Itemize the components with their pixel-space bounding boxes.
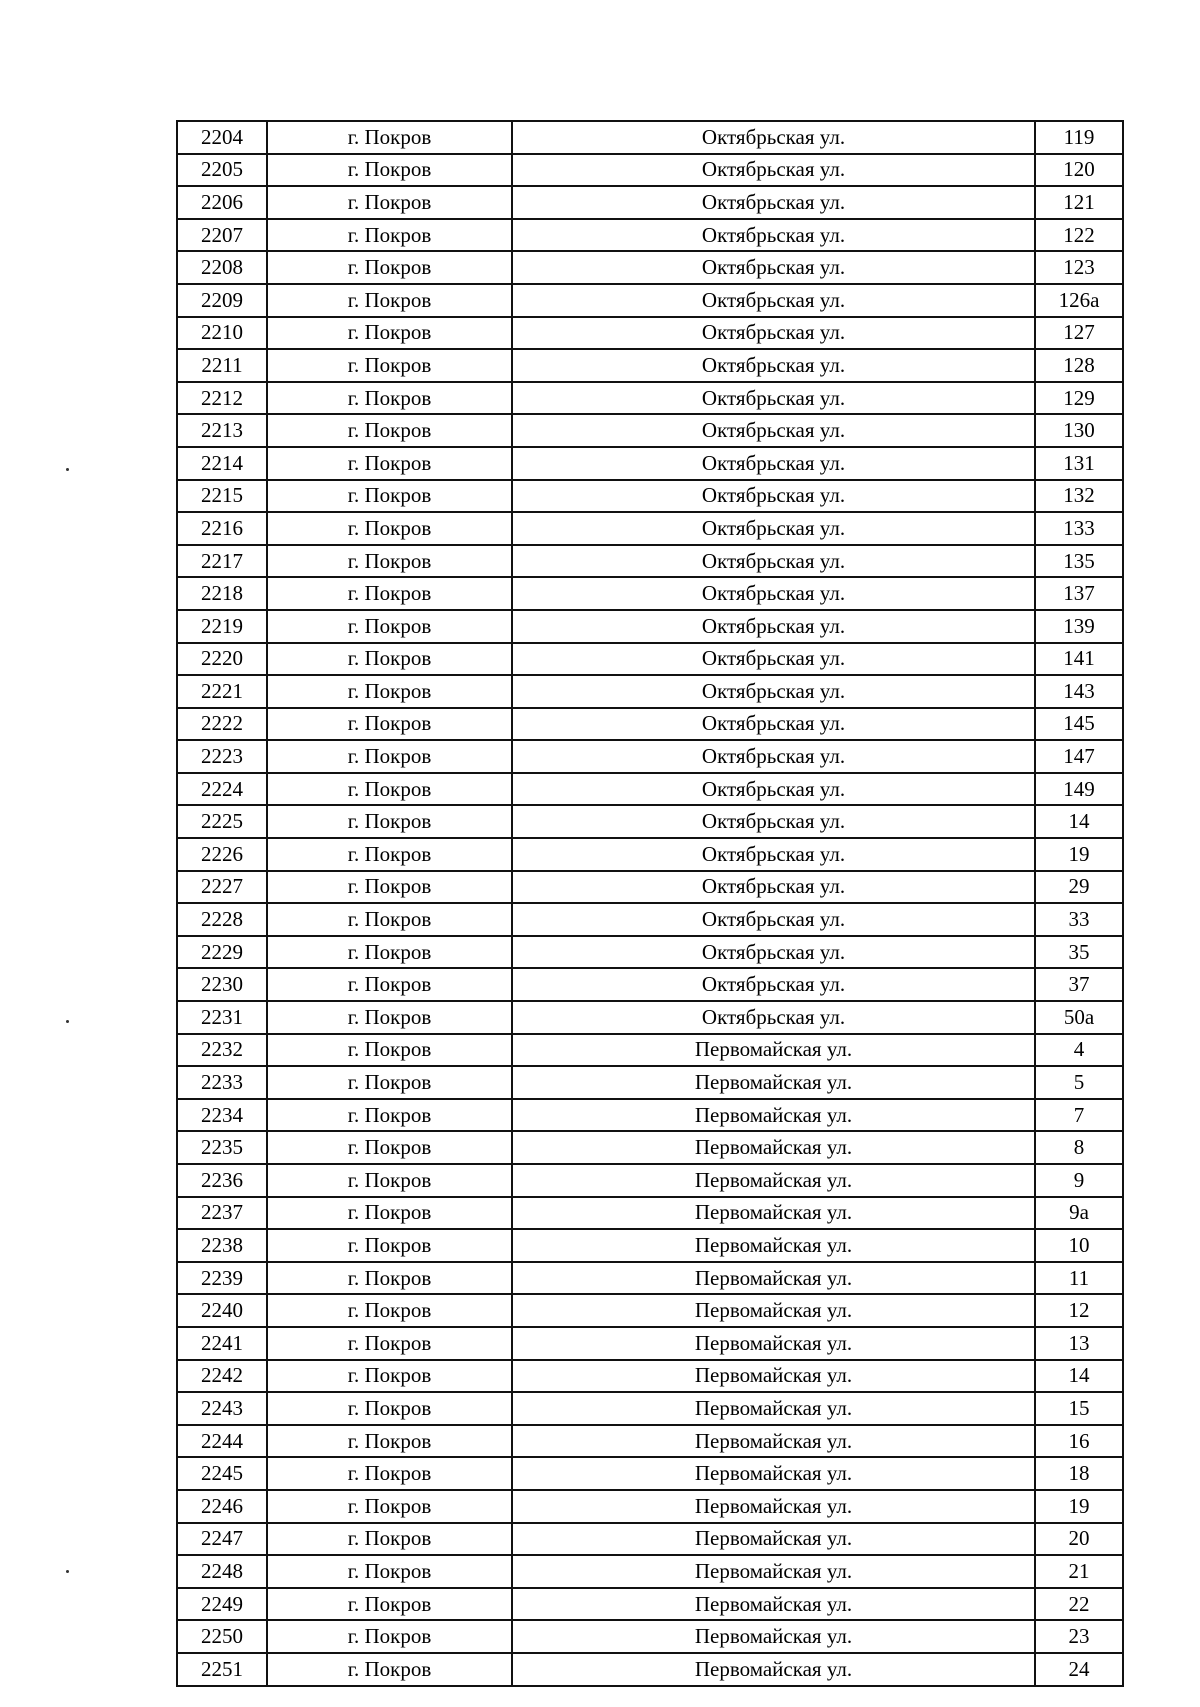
record-number-cell: 2237 <box>177 1197 267 1230</box>
table-row <box>177 1653 1123 1686</box>
house-number-cell: 13 <box>1035 1327 1123 1360</box>
table-row <box>177 1327 1123 1360</box>
house-number-cell: 131 <box>1035 447 1123 480</box>
street-cell: Октябрьская ул. <box>512 154 1035 187</box>
city-cell: г. Покров <box>267 1490 512 1523</box>
city-cell: г. Покров <box>267 610 512 643</box>
city-cell: г. Покров <box>267 1099 512 1132</box>
record-number-cell: 2238 <box>177 1229 267 1262</box>
street-cell: Октябрьская ул. <box>512 219 1035 252</box>
house-number-cell: 133 <box>1035 512 1123 545</box>
record-number-cell: 2206 <box>177 186 267 219</box>
street-cell: Октябрьская ул. <box>512 1001 1035 1034</box>
record-number-cell: 2232 <box>177 1034 267 1067</box>
record-number-cell: 2249 <box>177 1588 267 1621</box>
table-row <box>177 1164 1123 1197</box>
record-number-cell: 2219 <box>177 610 267 643</box>
house-number-cell: 4 <box>1035 1034 1123 1067</box>
city-cell: г. Покров <box>267 1653 512 1686</box>
scan-speck <box>66 1020 69 1023</box>
house-number-cell: 9а <box>1035 1197 1123 1230</box>
record-number-cell: 2215 <box>177 480 267 513</box>
city-cell: г. Покров <box>267 968 512 1001</box>
table-row <box>177 577 1123 610</box>
city-cell: г. Покров <box>267 838 512 871</box>
street-cell: Октябрьская ул. <box>512 740 1035 773</box>
record-number-cell: 2241 <box>177 1327 267 1360</box>
city-cell: г. Покров <box>267 1229 512 1262</box>
scan-speck <box>66 468 69 471</box>
record-number-cell: 2213 <box>177 414 267 447</box>
record-number-cell: 2230 <box>177 968 267 1001</box>
house-number-cell: 23 <box>1035 1620 1123 1653</box>
record-number-cell: 2242 <box>177 1360 267 1393</box>
city-cell: г. Покров <box>267 643 512 676</box>
city-cell: г. Покров <box>267 1034 512 1067</box>
city-cell: г. Покров <box>267 480 512 513</box>
table-row <box>177 1490 1123 1523</box>
house-number-cell: 127 <box>1035 317 1123 350</box>
city-cell: г. Покров <box>267 1620 512 1653</box>
street-cell: Первомайская ул. <box>512 1197 1035 1230</box>
record-number-cell: 2225 <box>177 805 267 838</box>
record-number-cell: 2240 <box>177 1294 267 1327</box>
city-cell: г. Покров <box>267 1131 512 1164</box>
table-row <box>177 871 1123 904</box>
city-cell: г. Покров <box>267 675 512 708</box>
table-row <box>177 154 1123 187</box>
record-number-cell: 2207 <box>177 219 267 252</box>
street-cell: Первомайская ул. <box>512 1392 1035 1425</box>
house-number-cell: 37 <box>1035 968 1123 1001</box>
table-row <box>177 1457 1123 1490</box>
street-cell: Первомайская ул. <box>512 1620 1035 1653</box>
street-cell: Октябрьская ул. <box>512 838 1035 871</box>
record-number-cell: 2205 <box>177 154 267 187</box>
street-cell: Октябрьская ул. <box>512 447 1035 480</box>
record-number-cell: 2226 <box>177 838 267 871</box>
city-cell: г. Покров <box>267 773 512 806</box>
house-number-cell: 132 <box>1035 480 1123 513</box>
house-number-cell: 18 <box>1035 1457 1123 1490</box>
house-number-cell: 128 <box>1035 349 1123 382</box>
record-number-cell: 2250 <box>177 1620 267 1653</box>
street-cell: Октябрьская ул. <box>512 251 1035 284</box>
city-cell: г. Покров <box>267 447 512 480</box>
table-row <box>177 414 1123 447</box>
street-cell: Первомайская ул. <box>512 1555 1035 1588</box>
address-table <box>176 120 1124 1687</box>
street-cell: Первомайская ул. <box>512 1131 1035 1164</box>
city-cell: г. Покров <box>267 1588 512 1621</box>
street-cell: Октябрьская ул. <box>512 675 1035 708</box>
city-cell: г. Покров <box>267 251 512 284</box>
table-row <box>177 447 1123 480</box>
street-cell: Первомайская ул. <box>512 1034 1035 1067</box>
record-number-cell: 2248 <box>177 1555 267 1588</box>
table-row <box>177 936 1123 969</box>
house-number-cell: 50а <box>1035 1001 1123 1034</box>
city-cell: г. Покров <box>267 936 512 969</box>
record-number-cell: 2246 <box>177 1490 267 1523</box>
street-cell: Первомайская ул. <box>512 1360 1035 1393</box>
record-number-cell: 2221 <box>177 675 267 708</box>
record-number-cell: 2231 <box>177 1001 267 1034</box>
house-number-cell: 12 <box>1035 1294 1123 1327</box>
record-number-cell: 2222 <box>177 708 267 741</box>
street-cell: Первомайская ул. <box>512 1588 1035 1621</box>
table-row <box>177 708 1123 741</box>
house-number-cell: 129 <box>1035 382 1123 415</box>
street-cell: Октябрьская ул. <box>512 871 1035 904</box>
street-cell: Октябрьская ул. <box>512 936 1035 969</box>
table-row <box>177 1425 1123 1458</box>
street-cell: Октябрьская ул. <box>512 480 1035 513</box>
record-number-cell: 2233 <box>177 1066 267 1099</box>
table-row <box>177 903 1123 936</box>
table-row <box>177 1360 1123 1393</box>
table-row <box>177 773 1123 806</box>
table-row <box>177 1555 1123 1588</box>
street-cell: Первомайская ул. <box>512 1490 1035 1523</box>
table-row <box>177 838 1123 871</box>
table-row <box>177 1523 1123 1556</box>
record-number-cell: 2212 <box>177 382 267 415</box>
table-row <box>177 740 1123 773</box>
table-row <box>177 805 1123 838</box>
table-row <box>177 1099 1123 1132</box>
street-cell: Октябрьская ул. <box>512 643 1035 676</box>
street-cell: Первомайская ул. <box>512 1425 1035 1458</box>
street-cell: Октябрьская ул. <box>512 968 1035 1001</box>
street-cell: Первомайская ул. <box>512 1099 1035 1132</box>
city-cell: г. Покров <box>267 805 512 838</box>
street-cell: Первомайская ул. <box>512 1523 1035 1556</box>
table-row <box>177 1197 1123 1230</box>
record-number-cell: 2204 <box>177 121 267 154</box>
house-number-cell: 123 <box>1035 251 1123 284</box>
house-number-cell: 122 <box>1035 219 1123 252</box>
house-number-cell: 19 <box>1035 1490 1123 1523</box>
city-cell: г. Покров <box>267 1294 512 1327</box>
city-cell: г. Покров <box>267 545 512 578</box>
table-row <box>177 480 1123 513</box>
street-cell: Октябрьская ул. <box>512 805 1035 838</box>
house-number-cell: 121 <box>1035 186 1123 219</box>
record-number-cell: 2224 <box>177 773 267 806</box>
house-number-cell: 5 <box>1035 1066 1123 1099</box>
house-number-cell: 120 <box>1035 154 1123 187</box>
record-number-cell: 2247 <box>177 1523 267 1556</box>
table-row <box>177 1588 1123 1621</box>
table-row <box>177 349 1123 382</box>
street-cell: Первомайская ул. <box>512 1294 1035 1327</box>
record-number-cell: 2239 <box>177 1262 267 1295</box>
house-number-cell: 145 <box>1035 708 1123 741</box>
city-cell: г. Покров <box>267 186 512 219</box>
house-number-cell: 22 <box>1035 1588 1123 1621</box>
house-number-cell: 8 <box>1035 1131 1123 1164</box>
house-number-cell: 135 <box>1035 545 1123 578</box>
city-cell: г. Покров <box>267 219 512 252</box>
table-row <box>177 1131 1123 1164</box>
house-number-cell: 14 <box>1035 805 1123 838</box>
table-row <box>177 219 1123 252</box>
house-number-cell: 24 <box>1035 1653 1123 1686</box>
record-number-cell: 2234 <box>177 1099 267 1132</box>
city-cell: г. Покров <box>267 414 512 447</box>
record-number-cell: 2228 <box>177 903 267 936</box>
city-cell: г. Покров <box>267 349 512 382</box>
table-row <box>177 186 1123 219</box>
record-number-cell: 2243 <box>177 1392 267 1425</box>
city-cell: г. Покров <box>267 1262 512 1295</box>
street-cell: Октябрьская ул. <box>512 610 1035 643</box>
table-row <box>177 1066 1123 1099</box>
street-cell: Октябрьская ул. <box>512 317 1035 350</box>
record-number-cell: 2229 <box>177 936 267 969</box>
house-number-cell: 139 <box>1035 610 1123 643</box>
table-body <box>177 121 1123 1686</box>
scan-speck <box>66 1570 69 1573</box>
record-number-cell: 2218 <box>177 577 267 610</box>
city-cell: г. Покров <box>267 1164 512 1197</box>
table-row <box>177 317 1123 350</box>
city-cell: г. Покров <box>267 1360 512 1393</box>
street-cell: Октябрьская ул. <box>512 903 1035 936</box>
city-cell: г. Покров <box>267 512 512 545</box>
record-number-cell: 2251 <box>177 1653 267 1686</box>
city-cell: г. Покров <box>267 1197 512 1230</box>
street-cell: Первомайская ул. <box>512 1262 1035 1295</box>
table-row <box>177 382 1123 415</box>
street-cell: Октябрьская ул. <box>512 414 1035 447</box>
record-number-cell: 2245 <box>177 1457 267 1490</box>
record-number-cell: 2209 <box>177 284 267 317</box>
street-cell: Октябрьская ул. <box>512 349 1035 382</box>
table-row <box>177 1620 1123 1653</box>
table-row <box>177 1392 1123 1425</box>
table-row <box>177 251 1123 284</box>
house-number-cell: 15 <box>1035 1392 1123 1425</box>
table-row <box>177 1001 1123 1034</box>
house-number-cell: 10 <box>1035 1229 1123 1262</box>
record-number-cell: 2216 <box>177 512 267 545</box>
house-number-cell: 9 <box>1035 1164 1123 1197</box>
street-cell: Октябрьская ул. <box>512 284 1035 317</box>
house-number-cell: 14 <box>1035 1360 1123 1393</box>
house-number-cell: 130 <box>1035 414 1123 447</box>
city-cell: г. Покров <box>267 1066 512 1099</box>
street-cell: Первомайская ул. <box>512 1066 1035 1099</box>
house-number-cell: 126а <box>1035 284 1123 317</box>
city-cell: г. Покров <box>267 903 512 936</box>
record-number-cell: 2227 <box>177 871 267 904</box>
street-cell: Октябрьская ул. <box>512 773 1035 806</box>
house-number-cell: 29 <box>1035 871 1123 904</box>
street-cell: Октябрьская ул. <box>512 577 1035 610</box>
street-cell: Октябрьская ул. <box>512 121 1035 154</box>
street-cell: Октябрьская ул. <box>512 186 1035 219</box>
street-cell: Первомайская ул. <box>512 1164 1035 1197</box>
table-row <box>177 675 1123 708</box>
house-number-cell: 119 <box>1035 121 1123 154</box>
house-number-cell: 16 <box>1035 1425 1123 1458</box>
city-cell: г. Покров <box>267 1523 512 1556</box>
city-cell: г. Покров <box>267 1457 512 1490</box>
house-number-cell: 147 <box>1035 740 1123 773</box>
house-number-cell: 7 <box>1035 1099 1123 1132</box>
street-cell: Первомайская ул. <box>512 1653 1035 1686</box>
record-number-cell: 2210 <box>177 317 267 350</box>
house-number-cell: 149 <box>1035 773 1123 806</box>
table-row <box>177 610 1123 643</box>
house-number-cell: 35 <box>1035 936 1123 969</box>
city-cell: г. Покров <box>267 382 512 415</box>
city-cell: г. Покров <box>267 317 512 350</box>
table-row <box>177 968 1123 1001</box>
table-row <box>177 643 1123 676</box>
street-cell: Октябрьская ул. <box>512 708 1035 741</box>
city-cell: г. Покров <box>267 708 512 741</box>
house-number-cell: 137 <box>1035 577 1123 610</box>
house-number-cell: 20 <box>1035 1523 1123 1556</box>
city-cell: г. Покров <box>267 1392 512 1425</box>
table-row <box>177 1034 1123 1067</box>
record-number-cell: 2220 <box>177 643 267 676</box>
record-number-cell: 2211 <box>177 349 267 382</box>
table-row <box>177 545 1123 578</box>
city-cell: г. Покров <box>267 1001 512 1034</box>
house-number-cell: 21 <box>1035 1555 1123 1588</box>
city-cell: г. Покров <box>267 740 512 773</box>
city-cell: г. Покров <box>267 1555 512 1588</box>
table-row <box>177 512 1123 545</box>
city-cell: г. Покров <box>267 1327 512 1360</box>
house-number-cell: 141 <box>1035 643 1123 676</box>
record-number-cell: 2214 <box>177 447 267 480</box>
table-row <box>177 1229 1123 1262</box>
street-cell: Октябрьская ул. <box>512 382 1035 415</box>
table-row <box>177 1262 1123 1295</box>
street-cell: Первомайская ул. <box>512 1457 1035 1490</box>
city-cell: г. Покров <box>267 284 512 317</box>
street-cell: Первомайская ул. <box>512 1327 1035 1360</box>
house-number-cell: 143 <box>1035 675 1123 708</box>
street-cell: Октябрьская ул. <box>512 545 1035 578</box>
house-number-cell: 11 <box>1035 1262 1123 1295</box>
table-row <box>177 121 1123 154</box>
city-cell: г. Покров <box>267 154 512 187</box>
record-number-cell: 2217 <box>177 545 267 578</box>
record-number-cell: 2244 <box>177 1425 267 1458</box>
street-cell: Первомайская ул. <box>512 1229 1035 1262</box>
city-cell: г. Покров <box>267 577 512 610</box>
city-cell: г. Покров <box>267 1425 512 1458</box>
street-cell: Октябрьская ул. <box>512 512 1035 545</box>
house-number-cell: 33 <box>1035 903 1123 936</box>
city-cell: г. Покров <box>267 121 512 154</box>
house-number-cell: 19 <box>1035 838 1123 871</box>
record-number-cell: 2223 <box>177 740 267 773</box>
city-cell: г. Покров <box>267 871 512 904</box>
record-number-cell: 2235 <box>177 1131 267 1164</box>
table-row <box>177 1294 1123 1327</box>
table-row <box>177 284 1123 317</box>
record-number-cell: 2208 <box>177 251 267 284</box>
record-number-cell: 2236 <box>177 1164 267 1197</box>
